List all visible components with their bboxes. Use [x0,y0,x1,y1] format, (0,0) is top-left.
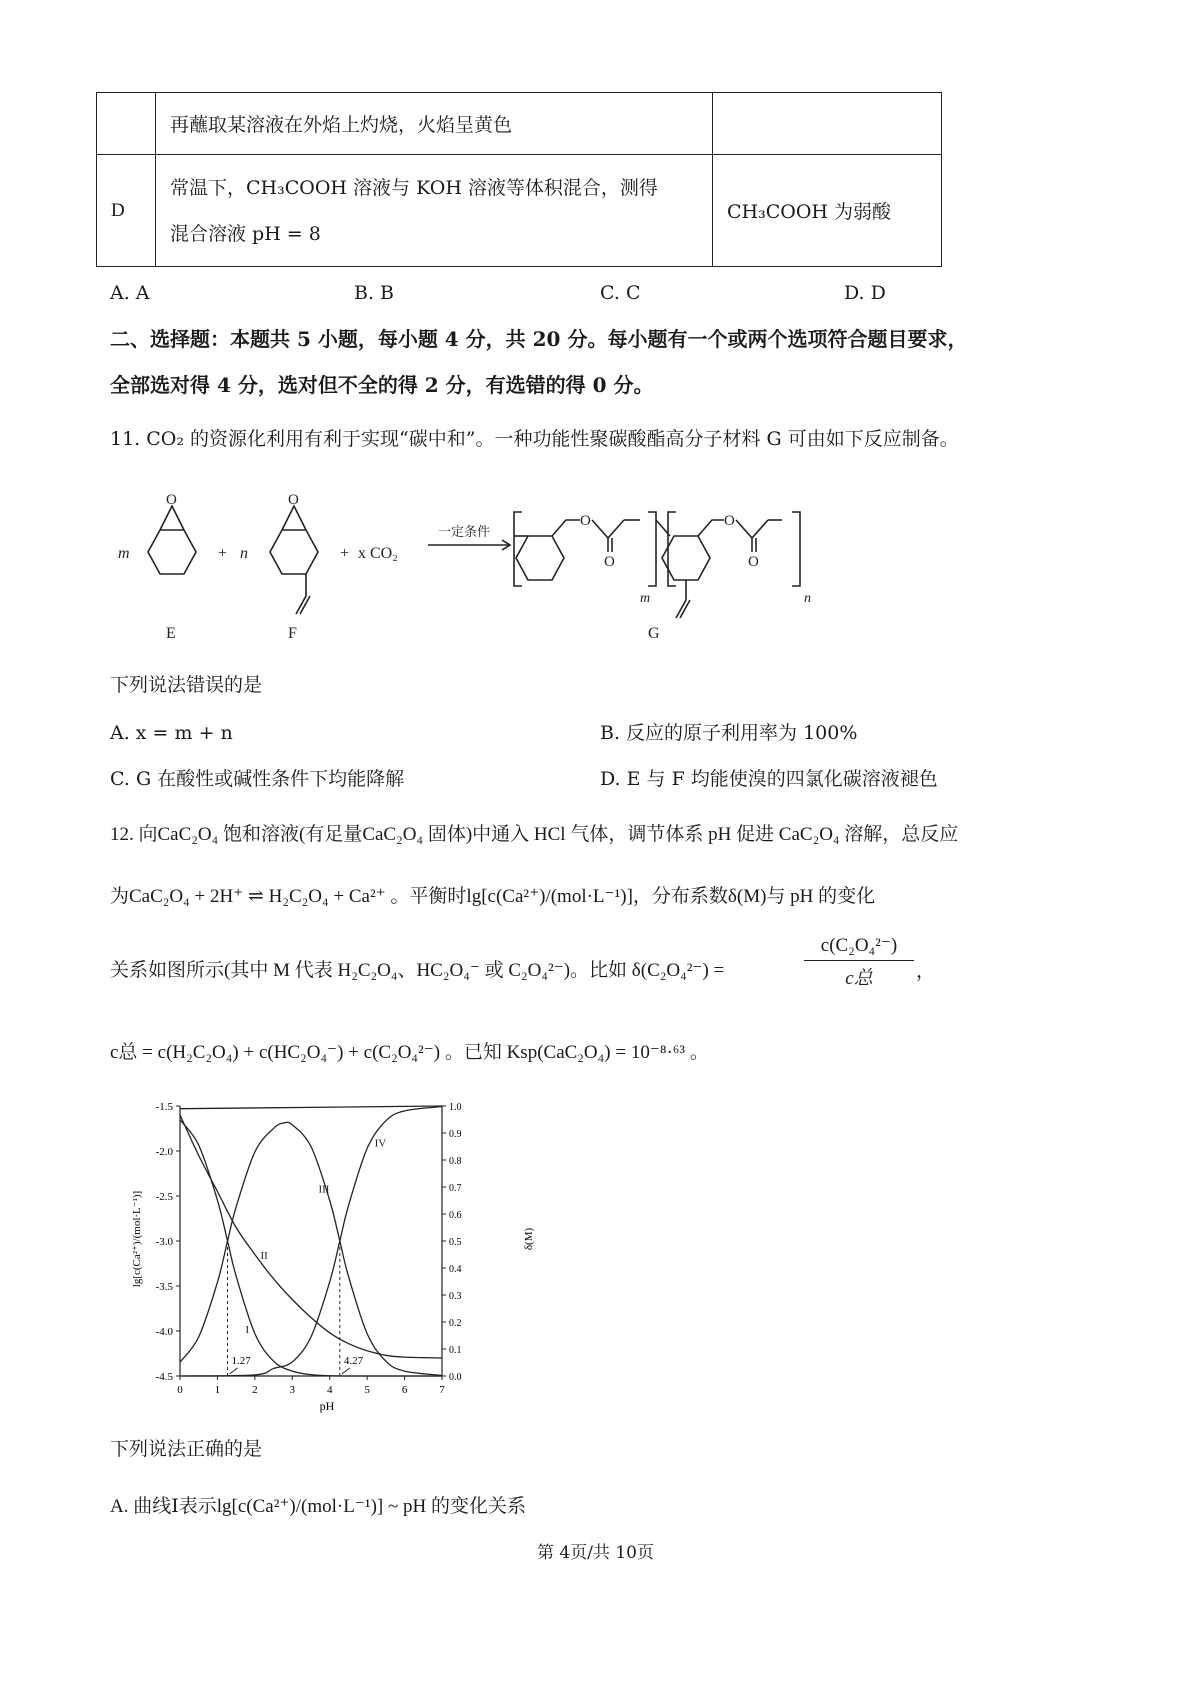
x-co2: x CO₂ [358,545,398,562]
y-right-tick-label: 0.6 [449,1210,462,1221]
series-label-III: III [318,1183,330,1196]
q10-option-c: C. C [600,282,641,304]
y-left-tick-label: -3.0 [155,1236,173,1248]
label-g: G [648,625,660,642]
svg-text:O: O [724,513,735,529]
q12-line3-comma: ， [916,960,936,982]
pka-arrow [230,1368,238,1374]
pka-label: 1.27 [231,1355,251,1367]
y-right-tick-label: 0.4 [449,1264,462,1275]
section2-heading-line2: 全部选对得 4 分，选对但不全的得 2 分，有选错的得 0 分。 [110,373,654,397]
label-e: E [166,625,176,642]
label-f: F [288,625,297,642]
q10-option-d: D. D [844,282,886,304]
pka-label: 4.27 [343,1355,364,1367]
q10-option-b: B. B [354,282,395,304]
q12-ask: 下列说法正确的是 [110,1438,263,1460]
q11-stem: 11. CO₂ 的资源化利用有利于实现“碳中和”。一种功能性聚碳酸酯高分子材料 G 可由如下反应制备。 [110,428,959,450]
coef-m: m [118,545,130,562]
q12-option-a: A. 曲线Ⅰ表示lg[c(Ca²⁺)/(mol·L⁻¹)] ~ pH 的变化关系 [110,1496,526,1517]
q12-line4: c总 = c(H₂C₂O₄) + c(HC₂O₄⁻) + c(C₂O₄²⁻) 。已知 Ksp(CaC₂O₄) = 10⁻⁸·⁶³ 。 [110,1042,709,1063]
svg-text:O: O [604,554,615,570]
y-left-tick-label: -1.5 [155,1101,173,1113]
table-cell-empty [713,93,942,155]
page-footer: 第 4页/共 10页 [537,1543,654,1563]
table-row2-text-line1: 常温下，CH₃COOH 溶液与 KOH 溶液等体积混合，测得 [170,176,658,199]
x-tick-label: 7 [439,1384,445,1396]
table-row2-conclusion: CH₃COOH 为弱酸 [713,155,942,267]
table-row2-text [156,155,713,267]
g-ring-2 [662,536,710,580]
q11-option-c: C. G 在酸性或碱性条件下均能降解 [110,768,405,790]
y-right-tick-label: 0.1 [449,1345,462,1356]
reaction-scheme [110,490,830,650]
q11-option-a: A. x = m + n [110,722,233,744]
y-right-axis-label: δ(M) [523,1227,535,1251]
coef-n: n [240,545,248,562]
q11-option-b: B. 反应的原子利用率为 100% [600,722,858,744]
plus-sign-1: + [218,545,228,562]
q11-option-d: D. E 与 F 均能使溴的四氯化碳溶液褪色 [600,768,938,790]
plus-sign-2: + [340,545,350,562]
y-right-tick-label: 0.8 [449,1156,462,1167]
svg-text:O: O [748,554,759,570]
cyclohexane-ring-e [148,530,196,574]
q12-line1: 12. 向CaC₂O₄ 饱和溶液(有足量CaC₂O₄ 固体)中通入 HCl 气体，调节体系 pH 促进 CaC₂O₄ 溶解，总反应 [110,824,959,845]
subscript-n: n [804,591,811,606]
series-label-I: I [245,1323,250,1336]
y-right-tick-label: 0.5 [449,1237,462,1248]
g-ring-1 [516,536,564,580]
q10-options-table [96,92,942,267]
series-line-top [180,1106,442,1109]
q12-line3: 关系如图所示(其中 M 代表 H₂C₂O₄、HC₂O₄⁻ 或 C₂O₄²⁻)。比如 δ(C₂O₄²⁻) = [110,960,725,981]
y-left-tick-label: -2.5 [155,1191,173,1203]
y-left-tick-label: -4.0 [155,1326,173,1338]
q11-ask: 下列说法错误的是 [110,674,263,696]
svg-text:O: O [580,513,591,529]
x-tick-label: 3 [289,1384,296,1396]
y-right-tick-label: 0.0 [449,1372,462,1383]
y-right-tick-label: 0.7 [449,1183,462,1194]
svg-text:O: O [288,492,299,508]
subscript-m: m [640,591,651,606]
x-tick-label: 2 [252,1384,258,1396]
y-right-tick-label: 0.9 [449,1129,462,1140]
x-tick-label: 1 [214,1384,221,1396]
series-line-II [180,1115,442,1358]
series-label-II: II [260,1250,268,1262]
y-left-tick-label: -4.5 [155,1371,173,1383]
svg-text:O: O [166,492,177,508]
x-tick-label: 0 [177,1384,183,1396]
y-left-axis-label: lg[c(Ca²⁺)/(mol·L⁻¹)] [131,1190,143,1288]
y-left-tick-label: -2.0 [155,1146,173,1158]
table-row2-text-line2: 混合溶液 pH = 8 [170,222,321,245]
distribution-chart [112,1094,552,1416]
arrow-condition: 一定条件 [438,524,491,539]
fraction [804,934,914,990]
table-cell-empty [97,93,156,155]
table-row1-text: 再蘸取某溶液在外焰上灼烧，火焰呈黄色 [156,93,713,155]
x-axis-label: pH [319,1399,335,1413]
x-tick-label: 6 [401,1384,408,1396]
pka-arrow [342,1368,350,1374]
y-right-tick-label: 0.2 [449,1318,462,1329]
y-left-tick-label: -3.5 [155,1281,173,1293]
q12-line2: 为CaC₂O₄ + 2H⁺ ⇌ H₂C₂O₄ + Ca²⁺ 。平衡时lg[c(Ca²⁺)/(mol·L⁻¹)]，分布系数δ(M)与 pH 的变化 [110,886,876,907]
cyclohexane-ring-f [270,530,318,574]
x-tick-label: 4 [326,1384,333,1396]
table-row2-letter: D [97,155,156,267]
section2-heading-line1: 二、选择题：本题共 5 小题，每小题 4 分，共 20 分。每小题有一个或两个选项符合题目要求， [110,327,968,351]
y-right-tick-label: 1.0 [449,1102,462,1113]
y-right-tick-label: 0.3 [449,1291,462,1302]
series-label-IV: IV [374,1137,387,1150]
fraction-denominator: c总 [845,968,873,989]
q10-option-a: A. A [110,282,150,304]
x-tick-label: 5 [364,1384,370,1396]
fraction-numerator: c(C₂O₄²⁻) [804,934,914,961]
